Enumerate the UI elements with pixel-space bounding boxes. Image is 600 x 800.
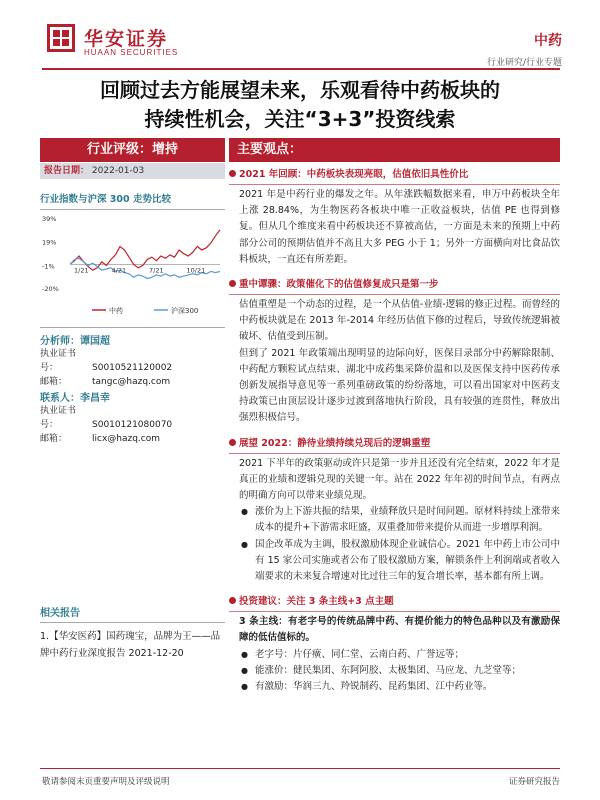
section-heading: [229, 595, 560, 609]
contact-row: [40, 432, 225, 446]
analyst-heading: 分析师：谭国超: [40, 336, 110, 347]
section-paragraph: 估值重塑是一个动态的过程，是一个从估值-业绩-逻辑的修正过程。而曾经的中药板块就是在 2013 年-2014 年经历估值下修的过程后，导致传统逻辑被破坏、估值受到压制。: [239, 299, 560, 343]
section-paragraph: 2021 年是中药行业的爆发之年。从年涨跌幅数据来看，申万中药板块全年上涨 28.84%，为生物医药各板块中唯一正收益板块，估值 PE 也得到修复。但从几个维度来看中药板块还不算被高估，一方面是未来的预期上中药部分公司的预期估值并不高且大多 PEG 小于 1；另外一方面横向对比食品饮料板块，一直还有所差距。: [239, 189, 560, 265]
analyst-row: [40, 375, 225, 389]
contact-key: 邮箱：: [40, 434, 68, 444]
y-tick-label: -20%: [42, 285, 59, 293]
x-tick-label: 1/21: [74, 266, 89, 275]
section-bullet: ● 有激励：华润三九、羚锐制药、昆药集团、江中药业等。: [229, 679, 560, 695]
sector-label: 中药: [534, 33, 562, 49]
report-date-value: 2022-01-03: [91, 166, 145, 176]
contact-heading: 联系人：李昌幸: [40, 393, 110, 404]
contact-info: [40, 404, 225, 446]
section-heading: [229, 437, 560, 451]
x-tick-label: 7/21: [149, 266, 164, 275]
bullet-dot-icon: [229, 280, 236, 287]
analyst-row: [40, 347, 225, 375]
analyst-value: S0010521120002: [92, 363, 173, 373]
section-paragraph: 但到了 2021 年政策端出现明显的边际向好，医保目录部分中药解除限制、中药配方颗粒试点结束、湖北中成药集采降价温和以及医保支持中医药传承创新发展指导意见等一系列重磅政策的纷纷落地，可以看出国家对中医药支持政策已由顶层设计逐步过渡到落地执行阶段，具有较强的连贯性，释放出强烈积极信号。: [239, 347, 560, 424]
footer-divider: [40, 768, 560, 769]
brand-logo-icon: [47, 24, 75, 52]
y-tick-label: -1%: [42, 262, 55, 271]
main-content: [229, 138, 560, 695]
contact-value[interactable]: licx@hazq.com: [92, 434, 161, 444]
section-bullet: ● 涨价为上下游共振的结果，业绩释放只是时间问题。原材料持续上涨带来成本的提升+下游需求旺盛，双重叠加带来提价从而进一步增厚利润。: [229, 504, 560, 536]
related-reports: [40, 604, 225, 662]
bullet-dot-icon: [229, 170, 236, 177]
report-date-label: 报告日期：: [44, 166, 90, 176]
analyst-key: 邮箱：: [40, 377, 68, 387]
contact-row: [40, 404, 225, 432]
section-paragraph: 2021 下半年的政策驱动或许只是第一步并且还没有完全结束，2022 年才是真正的业绩和逻辑兑现的关键一年。站在 2022 年年初的时间节点，有两点的明确方向可以带来业绩兑现。: [239, 457, 560, 502]
title-line-2: 持续性机会，关注“3+3”投资线索: [144, 107, 456, 131]
report-header: [0, 0, 600, 70]
y-tick-label: 39%: [42, 215, 57, 223]
left-sidebar: [40, 138, 225, 446]
chart-title: 行业指数与沪深 300 走势比较: [40, 194, 171, 205]
section-heading: [229, 168, 560, 182]
x-tick-label: 10/21: [186, 266, 206, 275]
section-paragraph: 3 条主线：有老字号的传统品牌中药、有提价能力的特色品种以及有激励保障的低估值标的。: [239, 616, 560, 644]
section-bullet: ● 老字号：片仔癀、同仁堂、云南白药、广誉远等；: [229, 647, 560, 663]
section-bullet: ● 国企改革成为主调，股权激励体现企业诚信心。2021 年中药上市公司中有 15 家公司实施或者公布了股权激励方案，解锁条件上利润端或者收入端要求的未来复合增速对比过往三年的复合增长率，基本都有所上调。: [229, 537, 560, 586]
y-tick-label: 19%: [42, 238, 57, 247]
contact-value: S0010121080070: [92, 420, 173, 430]
bullet-dot-icon: [229, 597, 236, 604]
analyst-value[interactable]: tangc@hazq.com: [92, 377, 171, 387]
title-line-1: 回顾过去方能展望未来，乐观看待中药板块的: [100, 78, 500, 102]
brand-name: 华安证券: [84, 28, 169, 50]
footer-disclaimer: 敬请参阅末页重要声明及评级说明: [42, 777, 170, 787]
section-heading-text: 投资建议：关注 3 条主线+3 点主题: [239, 596, 394, 608]
report-date: [40, 163, 225, 179]
index-chart-svg: [40, 210, 225, 320]
related-heading: 相关报告: [40, 608, 80, 619]
header-divider: [42, 68, 560, 70]
analyst-key: 执业证书号：: [40, 349, 77, 373]
report-type: 行业研究/行业专题: [486, 58, 562, 68]
section-heading: [229, 278, 560, 292]
main-sections: [229, 168, 560, 695]
industry-rating: 行业评级：增持: [40, 138, 225, 162]
legend-label: 沪深300: [171, 307, 199, 315]
index-chart: [40, 209, 225, 323]
bullet-dot-icon: [229, 439, 236, 446]
report-title: [40, 76, 560, 134]
section-heading-text: 2021 年回顾：中药板块表现亮眼，估值依旧具性价比: [239, 169, 469, 180]
section-heading-text: 重中谭骤：政策催化下的估值修复成只是第一步: [239, 279, 439, 291]
x-tick-label: 4/21: [111, 266, 127, 275]
section-bullet: ● 能涨价：健民集团、东阿阿胶、太极集团、马应龙、九芝堂等；: [229, 663, 560, 679]
footer-label: 证券研究报告: [508, 777, 560, 787]
brand-name-en: HUAAN SECURITIES: [84, 48, 179, 57]
main-points-heading: 主要观点：: [229, 138, 560, 162]
related-report-item[interactable]: 1.【华安医药】国药瑰宝，品牌为王——品牌中药行业深度报告 2021-12-20: [40, 631, 221, 659]
section-heading-text: 展望 2022：静待业绩持续兑现后的逻辑重塑: [239, 437, 431, 449]
legend-label: 中药: [109, 307, 123, 315]
contact-key: 执业证书号：: [40, 406, 77, 430]
analyst-info: [40, 347, 225, 389]
